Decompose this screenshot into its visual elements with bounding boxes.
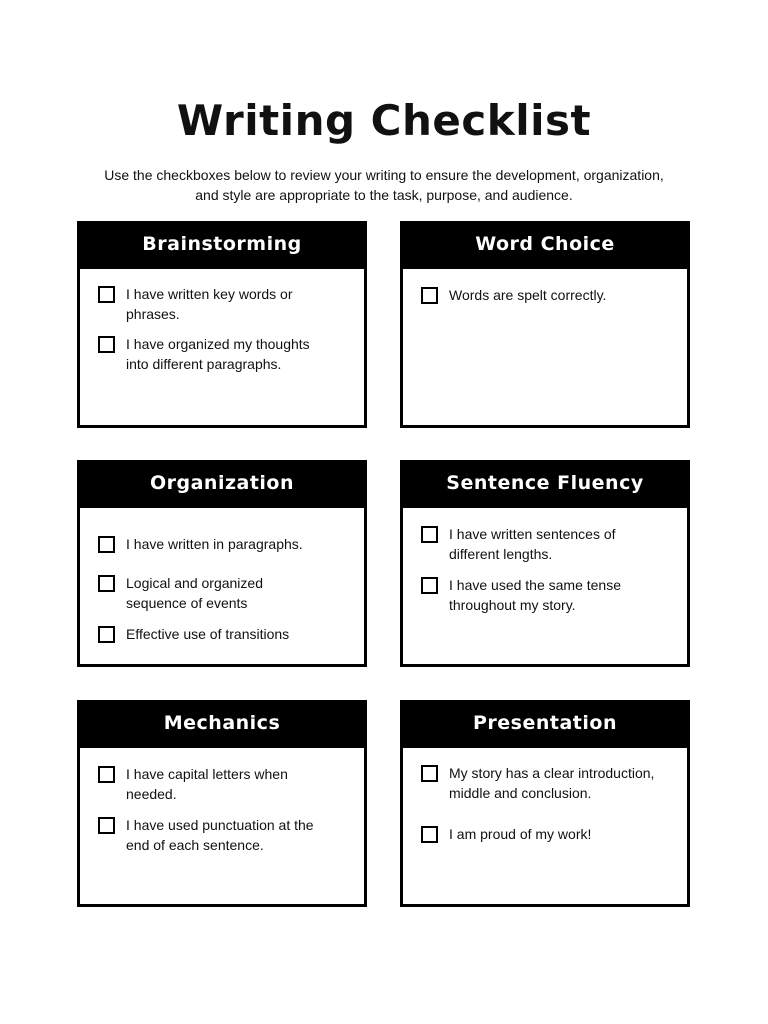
checkbox[interactable] <box>98 336 115 353</box>
item-text: I have written key words or phrases. <box>126 286 293 322</box>
checklist-item <box>98 815 350 855</box>
checklist-item <box>421 824 673 844</box>
checkbox[interactable] <box>98 575 115 592</box>
checklist-item <box>98 764 350 804</box>
card-mechanics <box>77 700 367 907</box>
item-text: I have organized my thoughts into different paragraphs. <box>126 336 310 372</box>
checklist-item <box>98 573 350 613</box>
checklist-item <box>98 284 350 324</box>
checkbox[interactable] <box>98 626 115 643</box>
card-sentence-fluency <box>400 460 690 667</box>
item-text: I have written sentences of different lengths. <box>449 526 616 562</box>
item-text: I am proud of my work! <box>449 826 592 842</box>
checkbox[interactable] <box>98 536 115 553</box>
card-heading: Presentation <box>403 703 687 748</box>
item-text: I have used punctuation at the end of each sentence. <box>126 817 314 853</box>
checklist-item <box>98 624 350 644</box>
checkbox[interactable] <box>421 526 438 543</box>
page-title: Writing Checklist <box>176 96 592 145</box>
checkbox[interactable] <box>421 765 438 782</box>
card-word-choice <box>400 221 690 428</box>
item-text: I have written in paragraphs. <box>126 536 303 552</box>
card-organization <box>77 460 367 667</box>
checklist-item <box>421 575 673 615</box>
intro-text <box>60 165 708 205</box>
card-heading: Organization <box>80 463 364 508</box>
card-presentation <box>400 700 690 907</box>
checkbox[interactable] <box>98 817 115 834</box>
card-heading: Sentence Fluency <box>403 463 687 508</box>
intro-line-1: Use the checkboxes below to review your writing to ensure the development, organization, <box>104 167 664 183</box>
checklist-item <box>421 763 673 803</box>
checkbox[interactable] <box>98 766 115 783</box>
checklist-item <box>421 524 673 564</box>
card-heading: Mechanics <box>80 703 364 748</box>
item-text: Words are spelt correctly. <box>449 287 607 303</box>
card-brainstorming <box>77 221 367 428</box>
checklist-item <box>421 285 673 305</box>
checkbox[interactable] <box>98 286 115 303</box>
checkbox[interactable] <box>421 287 438 304</box>
item-text: I have capital letters when needed. <box>126 766 288 802</box>
item-text: Logical and organized sequence of events <box>126 575 263 611</box>
item-text: My story has a clear introduction, middle and conclusion. <box>449 765 655 801</box>
intro-line-2: and style are appropriate to the task, purpose, and audience. <box>195 187 573 203</box>
card-heading: Word Choice <box>403 224 687 269</box>
checkbox[interactable] <box>421 826 438 843</box>
item-text: I have used the same tense throughout my story. <box>449 577 621 613</box>
item-text: Effective use of transitions <box>126 626 290 642</box>
checklist-item <box>98 534 350 554</box>
card-heading: Brainstorming <box>80 224 364 269</box>
checkbox[interactable] <box>421 577 438 594</box>
checklist-item <box>98 334 350 374</box>
